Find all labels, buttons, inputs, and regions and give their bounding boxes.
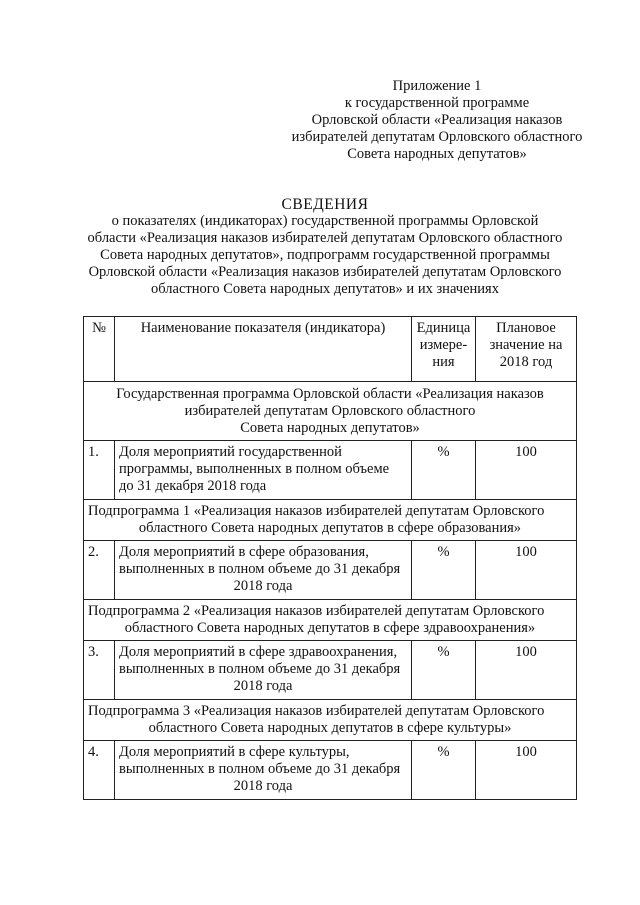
row-name-line: выполненных в полном объеме до 31 декабря xyxy=(119,661,401,677)
row-value: 100 xyxy=(476,441,577,500)
heading-line: области «Реализация наказов избирателей депутатам Орловского областного xyxy=(87,230,563,246)
appendix-block xyxy=(282,78,592,163)
table-header-row xyxy=(84,317,577,382)
row-name-line: до 31 декабря 2018 года xyxy=(119,478,267,494)
header-name: Наименование показателя (индикатора) xyxy=(115,317,412,382)
subprogram-title xyxy=(84,700,577,741)
header-value-line: 2018 год xyxy=(499,354,553,370)
row-unit: % xyxy=(412,741,476,800)
subprogram-title xyxy=(84,500,577,541)
row-name-line: 2018 года xyxy=(233,678,293,694)
program-title-line: Совета народных депутатов» xyxy=(240,420,420,436)
row-num: 4. xyxy=(84,741,115,800)
subprogram-title xyxy=(84,600,577,641)
appendix-line: к государственной программе xyxy=(344,95,530,111)
table-row xyxy=(84,741,577,800)
header-value-line: значение на xyxy=(489,337,563,353)
row-value: 100 xyxy=(476,641,577,700)
table-row xyxy=(84,541,577,600)
row-num: 3. xyxy=(84,641,115,700)
row-num: 1. xyxy=(84,441,115,500)
document-heading xyxy=(60,196,590,298)
row-value: 100 xyxy=(476,741,577,800)
table-row xyxy=(84,641,577,700)
appendix-line: Орловской области «Реализация наказов xyxy=(311,112,563,128)
program-title-line: Государственная программа Орловской области «Реализация наказов xyxy=(116,386,544,402)
header-value-line: Плановое xyxy=(496,320,556,336)
row-value: 100 xyxy=(476,541,577,600)
row-unit: % xyxy=(412,641,476,700)
row-name xyxy=(115,441,412,500)
header-num: № xyxy=(84,317,115,382)
header-unit xyxy=(412,317,476,382)
row-name-line: Доля мероприятий в сфере культуры, xyxy=(119,744,350,760)
row-name-line: 2018 года xyxy=(233,578,293,594)
program-title-line: избирателей депутатам Орловского областного xyxy=(184,403,476,419)
row-name-line: Доля мероприятий в сфере образования, xyxy=(119,544,369,560)
row-name-line: Доля мероприятий государственной xyxy=(119,444,342,460)
subprogram-title-line: областного Совета народных депутатов в сфере здравоохранения» xyxy=(124,620,536,636)
appendix-line: Совета народных депутатов» xyxy=(347,146,527,162)
heading-line: о показателях (индикаторах) государственной программы Орловской xyxy=(111,213,539,229)
program-row xyxy=(84,382,577,441)
subprogram-title-line: Подпрограмма 1 «Реализация наказов избирателей депутатам Орловского xyxy=(88,503,545,519)
heading-line: областного Совета народных депутатов» и их значениях xyxy=(151,281,499,297)
subprogram-title-line: областного Совета народных депутатов в сфере образования» xyxy=(138,520,522,536)
row-unit: % xyxy=(412,541,476,600)
table-row xyxy=(84,441,577,500)
document-title: СВЕДЕНИЯ xyxy=(281,196,369,213)
row-name-line: выполненных в полном объеме до 31 декабря xyxy=(119,561,401,577)
header-value xyxy=(476,317,577,382)
subprogram-title-line: Подпрограмма 3 «Реализация наказов избирателей депутатам Орловского xyxy=(88,703,545,719)
row-num: 2. xyxy=(84,541,115,600)
row-name-line: программы, выполненных в полном объеме xyxy=(119,461,390,477)
subprogram-title-line: Подпрограмма 2 «Реализация наказов избирателей депутатам Орловского xyxy=(88,603,545,619)
header-unit-line: измере- xyxy=(419,337,468,353)
heading-line: Совета народных депутатов», подпрограмм государственной программы xyxy=(100,247,550,263)
appendix-line: избирателей депутатам Орловского областного xyxy=(291,129,583,145)
subprogram-row xyxy=(84,700,577,741)
subprogram-title-line: областного Совета народных депутатов в сфере культуры» xyxy=(148,720,512,736)
row-name xyxy=(115,641,412,700)
header-unit-line: ния xyxy=(432,354,455,370)
program-title xyxy=(84,382,577,441)
heading-line: Орловской области «Реализация наказов избирателей депутатам Орловского xyxy=(88,264,562,280)
row-name xyxy=(115,741,412,800)
header-unit-line: Единица xyxy=(416,320,471,336)
appendix-line: Приложение 1 xyxy=(392,78,482,94)
subprogram-row xyxy=(84,500,577,541)
row-unit: % xyxy=(412,441,476,500)
row-name-line: 2018 года xyxy=(233,778,293,794)
row-name-line: выполненных в полном объеме до 31 декабря xyxy=(119,761,401,777)
row-name xyxy=(115,541,412,600)
row-name-line: Доля мероприятий в сфере здравоохранения, xyxy=(119,644,398,660)
subprogram-row xyxy=(84,600,577,641)
indicators-table xyxy=(83,316,577,800)
